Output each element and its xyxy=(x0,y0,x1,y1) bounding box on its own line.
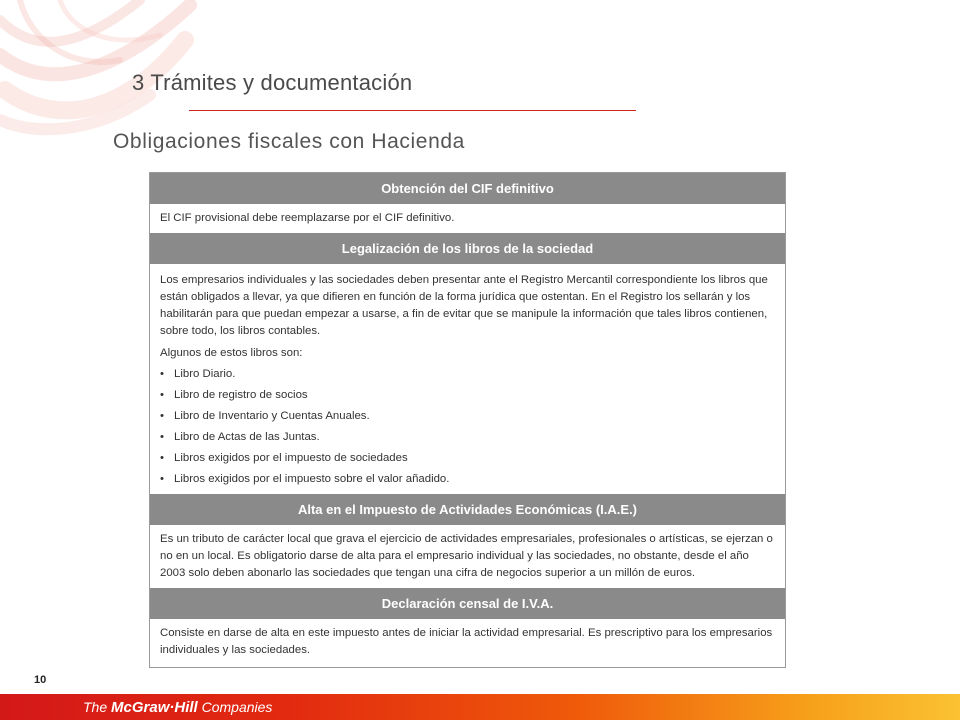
bullet-icon: • xyxy=(160,473,164,485)
list-item-text: Libro Diario. xyxy=(174,368,236,380)
section-body-iae xyxy=(150,525,785,588)
section-paragraph: Consiste en darse de alta en este impuesto antes de iniciar la actividad empresarial. Es prescriptivo para los empresarios individuales y las sociedades. xyxy=(160,627,773,656)
book-list xyxy=(160,366,775,488)
section-header-cif: Obtención del CIF definitivo xyxy=(150,173,785,204)
section-header-iva: Declaración censal de I.V.A. xyxy=(150,588,785,619)
list-item-text: Libro de registro de socios xyxy=(174,389,308,401)
list-item xyxy=(160,408,775,425)
bullet-icon: • xyxy=(160,431,164,443)
list-item-text: Libros exigidos por el impuesto sobre el valor añadido. xyxy=(174,473,450,485)
list-item xyxy=(160,429,775,446)
section-header-iae: Alta en el Impuesto de Actividades Económicas (I.A.E.) xyxy=(150,494,785,525)
list-item-text: Libro de Actas de las Juntas. xyxy=(174,431,320,443)
publisher-logo xyxy=(83,699,272,716)
bullet-icon: • xyxy=(160,452,164,464)
section-paragraph: Es un tributo de carácter local que grava el ejercicio de actividades empresariales, profesionales o artísticas, se ejerzan o no en un local. Es obligatorio darse de alta para el empresario individual y las sociedades, no obstante, desde el año 2003 solo deben abonarlo las sociedades que tengan una cifra de negocios superior a un millón de euros. xyxy=(160,533,773,579)
bullet-icon: • xyxy=(160,410,164,422)
section-body-cif xyxy=(150,204,785,233)
section-header-libros: Legalización de los libros de la sociedad xyxy=(150,233,785,264)
logo-suffix: Companies xyxy=(197,699,273,715)
logo-brand: McGraw·Hill xyxy=(111,699,198,716)
page-number: 10 xyxy=(34,674,47,686)
list-item-text: Libros exigidos por el impuesto de sociedades xyxy=(174,452,408,464)
section-paragraph: El CIF provisional debe reemplazarse por el CIF definitivo. xyxy=(160,212,455,224)
bullet-icon: • xyxy=(160,368,164,380)
title-underline xyxy=(189,110,636,111)
list-item xyxy=(160,366,775,383)
bullet-icon: • xyxy=(160,389,164,401)
logo-prefix: The xyxy=(83,699,112,715)
page-subtitle: Obligaciones fiscales con Hacienda xyxy=(113,130,465,153)
section-paragraph: Los empresarios individuales y las sociedades deben presentar ante el Registro Mercantil correspondiente los libros que están obligados a llevar, ya que difieren en función de la forma jurídica que ostentan. En el Registro los sellarán y los habilitarán para que puedan empezar a usarse, a fin de evitar que se manipule la información que tales libros contienen, sobre todo, los libros contables. xyxy=(160,274,768,337)
chapter-title: 3 Trámites y documentación xyxy=(132,70,413,95)
section-body-iva xyxy=(150,619,785,667)
footer-bar xyxy=(0,694,960,720)
obligations-table xyxy=(149,172,786,668)
list-item-text: Libro de Inventario y Cuentas Anuales. xyxy=(174,410,370,422)
list-item xyxy=(160,471,775,488)
list-item xyxy=(160,450,775,467)
section-body-libros xyxy=(150,264,785,494)
section-paragraph: Algunos de estos libros son: xyxy=(160,347,303,359)
list-item xyxy=(160,387,775,404)
